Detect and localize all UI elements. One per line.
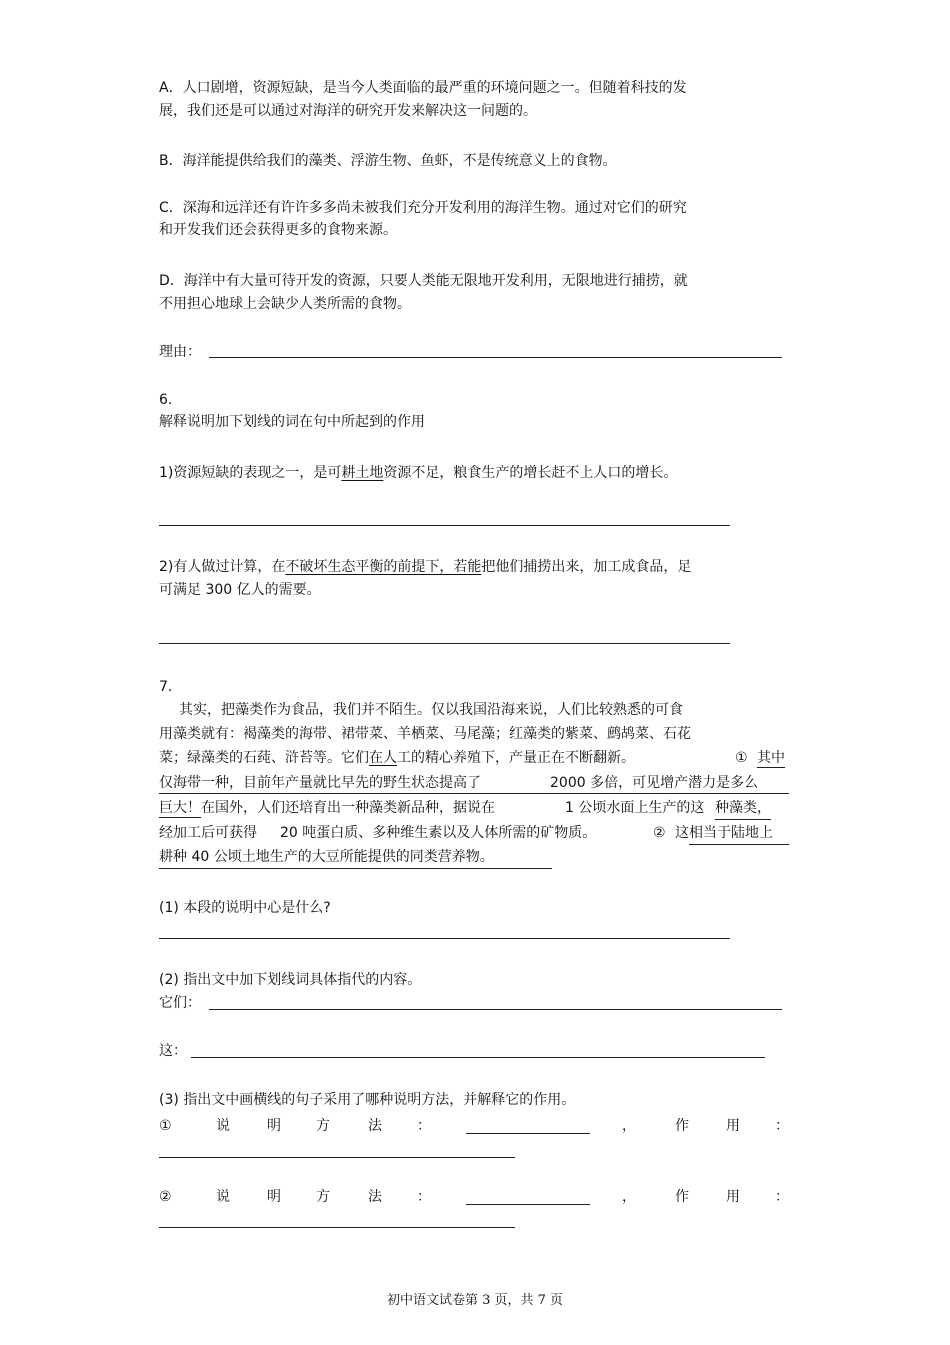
method-1-char: 说 bbox=[216, 1118, 230, 1134]
method-2-char: 用 bbox=[726, 1189, 740, 1205]
q7-sub-question-1: (1) 本段的说明中心是什么? bbox=[159, 900, 331, 916]
q7-l4-b: 2000 多倍，可见增产潜力是多么 bbox=[550, 775, 759, 791]
method-2-marker: ② bbox=[159, 1189, 172, 1205]
q7-l6-d: 相当于陆地上 bbox=[689, 823, 789, 845]
method-2-effect-blank[interactable] bbox=[159, 1227, 515, 1228]
q7-passage-line-5 bbox=[159, 798, 789, 818]
method-1-char: 作 bbox=[675, 1118, 689, 1134]
question-7-number: 7. bbox=[159, 679, 173, 695]
q6-answer-1-blank[interactable] bbox=[159, 525, 730, 526]
q6-s1-post: 资源不足，粮食生产的增长赶不上人口的增长。 bbox=[383, 465, 678, 481]
q7-l6-b: 20 吨蛋白质、多种维生素以及人体所需的矿物质。 bbox=[280, 825, 597, 841]
q7-l5-c: 1 公顷水面上生产的这 bbox=[565, 800, 705, 816]
method-2-char: 法 bbox=[368, 1189, 382, 1205]
q7-sub2-answer-a-blank[interactable] bbox=[209, 1009, 782, 1010]
reason-label: 理由： bbox=[159, 344, 201, 360]
reason-answer-blank[interactable] bbox=[209, 357, 782, 358]
q7-l6-c: 这 bbox=[675, 825, 689, 841]
method-1-char: 明 bbox=[267, 1118, 281, 1134]
q6-s2-post: 把他们捕捞出来，加工成食品，足 bbox=[481, 559, 692, 575]
q7-sub2-answer-b-blank[interactable] bbox=[191, 1057, 765, 1058]
question-6-number: 6. bbox=[159, 392, 173, 408]
q7-l3-tail-text: 其中 bbox=[757, 750, 785, 766]
q7-passage-line-3 bbox=[159, 748, 635, 768]
method-1-name-blank[interactable] bbox=[466, 1133, 590, 1134]
method-2-char: ： bbox=[775, 1189, 789, 1205]
method-1-char: ， bbox=[622, 1118, 636, 1134]
q6-s2-underlined: 不破坏生态平衡的前提下，若能 bbox=[285, 559, 482, 575]
method-2-char: 作 bbox=[675, 1189, 689, 1205]
option-a-line-1: A．人口剧增，资源短缺，是当今人类面临的最严重的环境问题之一。但随着科技的发 bbox=[159, 80, 687, 96]
option-d-line-2: 不用担心地球上会缺少人类所需的食物。 bbox=[159, 296, 411, 312]
method-1-char: ： bbox=[775, 1118, 789, 1134]
q7-passage-line-6 bbox=[159, 823, 789, 843]
q7-sub1-answer-blank[interactable] bbox=[159, 938, 730, 939]
q6-answer-2-blank[interactable] bbox=[159, 643, 730, 644]
q7-sub-question-3: (3) 指出文中画横线的句子采用了哪种说明方法，并解释它的作用。 bbox=[159, 1092, 576, 1108]
q7-l7-text: 耕种 40 公顷土地生产的大豆所能提供的同类营养物。 bbox=[159, 847, 552, 869]
page-footer: 初中语文试卷第 3 页，共 7 页 bbox=[386, 1293, 564, 1308]
q7-l3-post: 工的精心养殖下，产量正在不断翻新。 bbox=[397, 750, 635, 766]
method-2-char: ： bbox=[417, 1189, 431, 1205]
q7-sub2-label-a: 它们： bbox=[159, 995, 201, 1011]
q6-sentence-2 bbox=[159, 557, 691, 577]
q6-sentence-2-line-2: 可满足 300 亿人的需要。 bbox=[159, 582, 321, 598]
option-d-line-1: D．海洋中有大量可待开发的资源，只要人类能无限地开发利用，无限地进行捕捞，就 bbox=[159, 273, 688, 289]
q7-l5-a: 巨大！ bbox=[159, 800, 201, 816]
option-a-line-2: 展，我们还是可以通过对海洋的研究开发来解决这一问题的。 bbox=[159, 103, 537, 119]
question-6-prompt: 解释说明加下划线的词在句中所起到的作用 bbox=[159, 414, 425, 430]
q6-sentence-1 bbox=[159, 463, 677, 483]
q7-underlined-zhe: 种藻类， bbox=[715, 798, 771, 820]
q7-l3-pre: 菜；绿藻类的石莼、浒苔等。它们 bbox=[159, 750, 369, 766]
method-1-char: ： bbox=[417, 1118, 431, 1134]
q7-l6-a: 经加工后可获得 bbox=[159, 825, 257, 841]
method-1-char: 方 bbox=[316, 1118, 330, 1134]
q7-l4-a: 仅海带一种，目前年产量就比早先的野生状态提高了 bbox=[159, 775, 481, 791]
method-2-char: ， bbox=[622, 1189, 636, 1205]
q7-passage-line-7 bbox=[159, 847, 552, 869]
q6-s1-pre: 1)资源短缺的表现之一，是可 bbox=[159, 465, 342, 481]
q7-passage-line-4 bbox=[159, 773, 789, 794]
q6-s1-underlined: 耕土地 bbox=[341, 465, 384, 481]
q7-marker-2: ② bbox=[653, 825, 666, 841]
q7-l5-b: 在国外，人们还培育出一种藻类新品种，据说在 bbox=[201, 800, 495, 816]
q7-sub-question-2: (2) 指出文中加下划线词具体指代的内容。 bbox=[159, 972, 422, 988]
option-b: B．海洋能提供给我们的藻类、浮游生物、鱼虾，不是传统意义上的食物。 bbox=[159, 153, 617, 169]
method-2-name-blank[interactable] bbox=[466, 1204, 590, 1205]
q7-marker-1: ① bbox=[735, 750, 748, 766]
q7-sub2-label-b: 这： bbox=[159, 1043, 187, 1059]
option-c-line-2: 和开发我们还会获得更多的食物来源。 bbox=[159, 222, 397, 238]
method-1-marker: ① bbox=[159, 1118, 172, 1134]
q7-passage-line-1: 其实，把藻类作为食品，我们并不陌生。仅以我国沿海来说，人们比较熟悉的可食 bbox=[179, 702, 683, 718]
method-1-char: 用 bbox=[726, 1118, 740, 1134]
method-2-char: 明 bbox=[267, 1189, 281, 1205]
q7-l3-tail bbox=[757, 748, 785, 768]
method-2-char: 方 bbox=[316, 1189, 330, 1205]
q6-s2-pre: 2)有人做过计算，在 bbox=[159, 559, 286, 575]
q7-passage-line-2: 用藻类就有：褐藻类的海带、裙带菜、羊栖菜、马尾藻；红藻类的紫菜、鹧鸪菜、石花 bbox=[159, 726, 691, 742]
method-1-char: 法 bbox=[368, 1118, 382, 1134]
q7-underlined-ren: 在人 bbox=[369, 750, 397, 766]
method-1-effect-blank[interactable] bbox=[159, 1157, 515, 1158]
option-c-line-1: C．深海和远洋还有许许多多尚未被我们充分开发利用的海洋生物。通过对它们的研究 bbox=[159, 200, 687, 216]
method-2-char: 说 bbox=[216, 1189, 230, 1205]
